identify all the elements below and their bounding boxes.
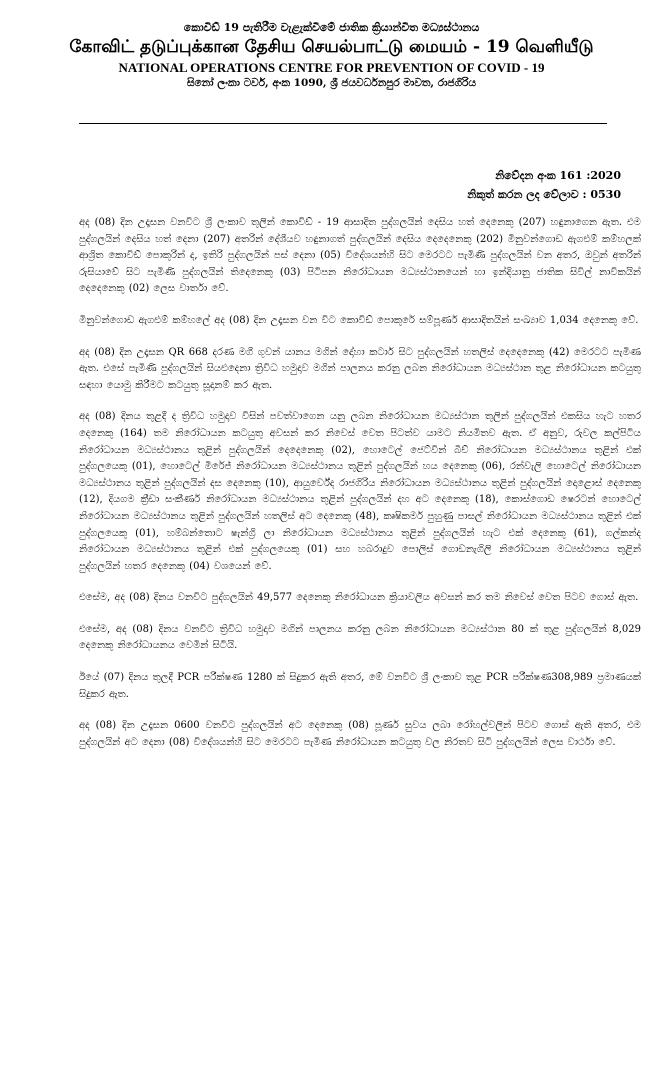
paragraph-current-quarantine: එසේම, අද (08) දිනය වනවිට ත්‍රිවිධ හමුදාව මගින් පාලනය කරනු ලබන නිරෝධායන මධ්‍යස්ථාන 80 ක් තුළ පුද්ගලයින් 8,029 දෙනෙකු නිරෝධායනය වෙමින් සිටියි. xyxy=(79,623,641,652)
release-number: නිවේදන අංක 161 :2020 xyxy=(495,169,621,182)
release-info xyxy=(467,166,621,204)
paragraph-arrivals: අද (08) දින උදෑසන QR 668 දරණ මගී ගුවන් යානය මගින් දෝහා කටාර් සිට පුද්ගලයින් හතලිස් දෙදෙනෙකු (42) මෙරටට පැමිණ ඇත. එසේ පැමිණි පුද්ගලයින් සියළුදෙනා ත්‍රිවිධ හමුදාව මගින් පාලනය කරනු ලබන නිරෝධායන මධ්‍යස්ථාන තුළ නිරෝධායන කටයුතු සඳහා යොමු කිරීමට කටයුතු සූදානම් කර ඇත. xyxy=(79,346,641,391)
document-body xyxy=(79,215,641,766)
header-divider xyxy=(79,123,607,124)
paragraph-minuwangoda-cluster: මිනුවන්ගොඩ ඇගළුම් කම්හලේ අද (08) දින උදෑසන වන විට කොවිඩ් පොකුරේ සම්පූර්ණ ආසාදිතයින් සංඛ්‍යාව 1,034 දෙනෙකු වේ. xyxy=(79,314,639,326)
header-address: සිනෝ ලංකා ටවර්, අංක 1090, ශ්‍රී ජයවර්ධනපුර මාවත, රාජගිරිය xyxy=(186,77,477,89)
header-tamil-title: கோவிட் தடுப்புக்கான தேசிய செயல்பாட்டு மையம் - 19 வெளியீடு xyxy=(69,37,594,57)
paragraph-pcr-tests: ඊයේ (07) දිනය තුලදී PCR පරීක්ෂණ 1280 ක් සිදුකර ඇති අතර, මේ වනවිට ශ්‍රී ලංකාව තුළ PCR පරීක්ෂණ308,989 ප්‍රමාණයක් සිදුකර ඇත. xyxy=(79,672,641,700)
letterhead xyxy=(0,20,663,91)
paragraph-new-cases: අද (08) දින උදෑසන වනවිට ශ්‍රී ලංකාව තුලින් කොවිඩ් - 19 ආසාදිත පුද්ගලයින් දෙසිය හත් දෙනෙකු (207) හඳුනාගෙන ඇත. එම පුද්ගලයින් දෙසිය හත් දෙනා (207) අතරින් දේශීයව හඳුනාගත් පුද්ගලයින් දෙසිය දෙදෙනෙකු (202) මිනුවන්ගොඩ ඇගළුම් කම්හලක් ආශ්‍රිත කොවිඩ් පොකුරින් ද, ඉතිරි පුද්ගලයින් පස් දෙනා (05) විදේශයන්හි සිට මෙරටට පැමිණි පුද්ගලයින් වන අතර, ඔවුන් අතරින් රුසියාවේ සිට පැමිණි පුද්ගලයින් තිදෙනෙකු (03) පිටිපන නිරෝධායන මධ්‍යස්ථානයෙන් හා ඉන්දියානු ජාතික සිවිල් නාවිකයින් දෙදෙනෙකු (02) ලෙස වාර්තා වේ. xyxy=(79,217,641,295)
paragraph-recoveries: අද (08) දින උදෑසන 0600 වනවිට පුද්ගලයින් අට දෙනෙකු (08) පූර්ණ සුවය ලබා රෝහල්වලින් පිටව ගොස් ඇති අතර, එම පුද්ගලයින් අට දෙනා (08) විදේශයන්හි සිට මෙරටට පැමිණ නිරෝධායන කටයුතු වල නිරතව සිටි පුද්ගලයින් ලෙස වාර්ථා වේ. xyxy=(79,720,641,748)
release-time: නිකුත් කරන ලද වේලාව : 0530 xyxy=(467,188,621,201)
paragraph-quarantine-releases: අද (08) දිනය තුළදී ද ත්‍රිවිධ හමුදාව විසින් පවත්වාගෙන යනු ලබන නිරෝධායන මධ්‍යස්ථාන තුලින් පුද්ගලයින් එකසිය හැට හතර දෙනෙකු (164) තම නිරෝධායන කටයුතු අවසන් කර නිවෙස් වෙත පිටත්ව යාමට නියමිතව ඇත. ඒ අනුව, රුවල කල්පිටිය නිරෝධායන මධ්‍යස්ථානය තුළින් පුද්ගලයින් දෙදෙනෙකු (02), හොටෙල් ජෙට්වින් බීච් නිරෝධායන මධ්‍යස්ථානය තුළින් එක් පුද්ගලයෙකු (01), හොටෙල් මිරේජ් නිරෝධායන මධ්‍යස්ථානය තුළින් පුද්ගලයින් හය දෙනෙකු (06), රන්වැලි හොටෙල් නිරෝධායන මධ්‍යස්ථානය තුළින් පුද්ගලයින් දස දෙනෙකු (10), ආයුර්වේද රාජගිරිය නිරෝධායන මධ්‍යස්ථානය තුළින් පුද්ගලයින් දොළොස් දෙනෙකු (12), දියගම ක්‍රීඩා සංකීර්ණ නිරෝධායන මධ්‍යස්ථානය තුළින් පුද්ගලයින් දහ අට දෙනෙකු (18), කොස්ගොඩ ෂෙරටන් හොටෙල් නිරෝධායන මධ්‍යස්ථානය තුළින් පුද්ගලයින් හතලිස් අට දෙනෙකු (48), කෘෂිකර්ම පුහුණු පාසල් නිරෝධායන මධ්‍යස්ථානය තුළින් එක් පුද්ගලයෙකු (01), හම්බන්තොට ෂැන්ග්‍රි ලා නිරෝධායන මධ්‍යස්ථානය තුළින් පුද්ගලයින් හැට එක් දෙනෙකු (61), ගල්කන්ද නිරෝධායන මධ්‍යස්ථානය තුළින් එක් පුද්ගලයෙකු (01) සහ හබරාදුව පොලිස් ගොඩනැගිලි නිරෝධායන මධ්‍යස්ථානය තුළින් පුද්ගලයින් හතර දෙනෙකු (04) වශයෙන් වේ. xyxy=(79,411,641,572)
header-english-title: NATIONAL OPERATIONS CENTRE FOR PREVENTION OF COVID - 19 xyxy=(118,60,545,75)
header-sinhala-title: කොවිඩ් 19 පැතිරීම වැළැක්වීමේ ජාතික ක්‍රියාන්විත මධ්‍යස්ථානය xyxy=(183,21,480,34)
paragraph-total-completed: එසේම, අද (08) දිනය වනවිට පුද්ගලයින් 49,577 දෙනෙකු නිරෝධායන ක්‍රියාවලිය අවසන් කර තම නිවෙස් වෙත පිටව ගොස් ඇත. xyxy=(79,592,639,604)
